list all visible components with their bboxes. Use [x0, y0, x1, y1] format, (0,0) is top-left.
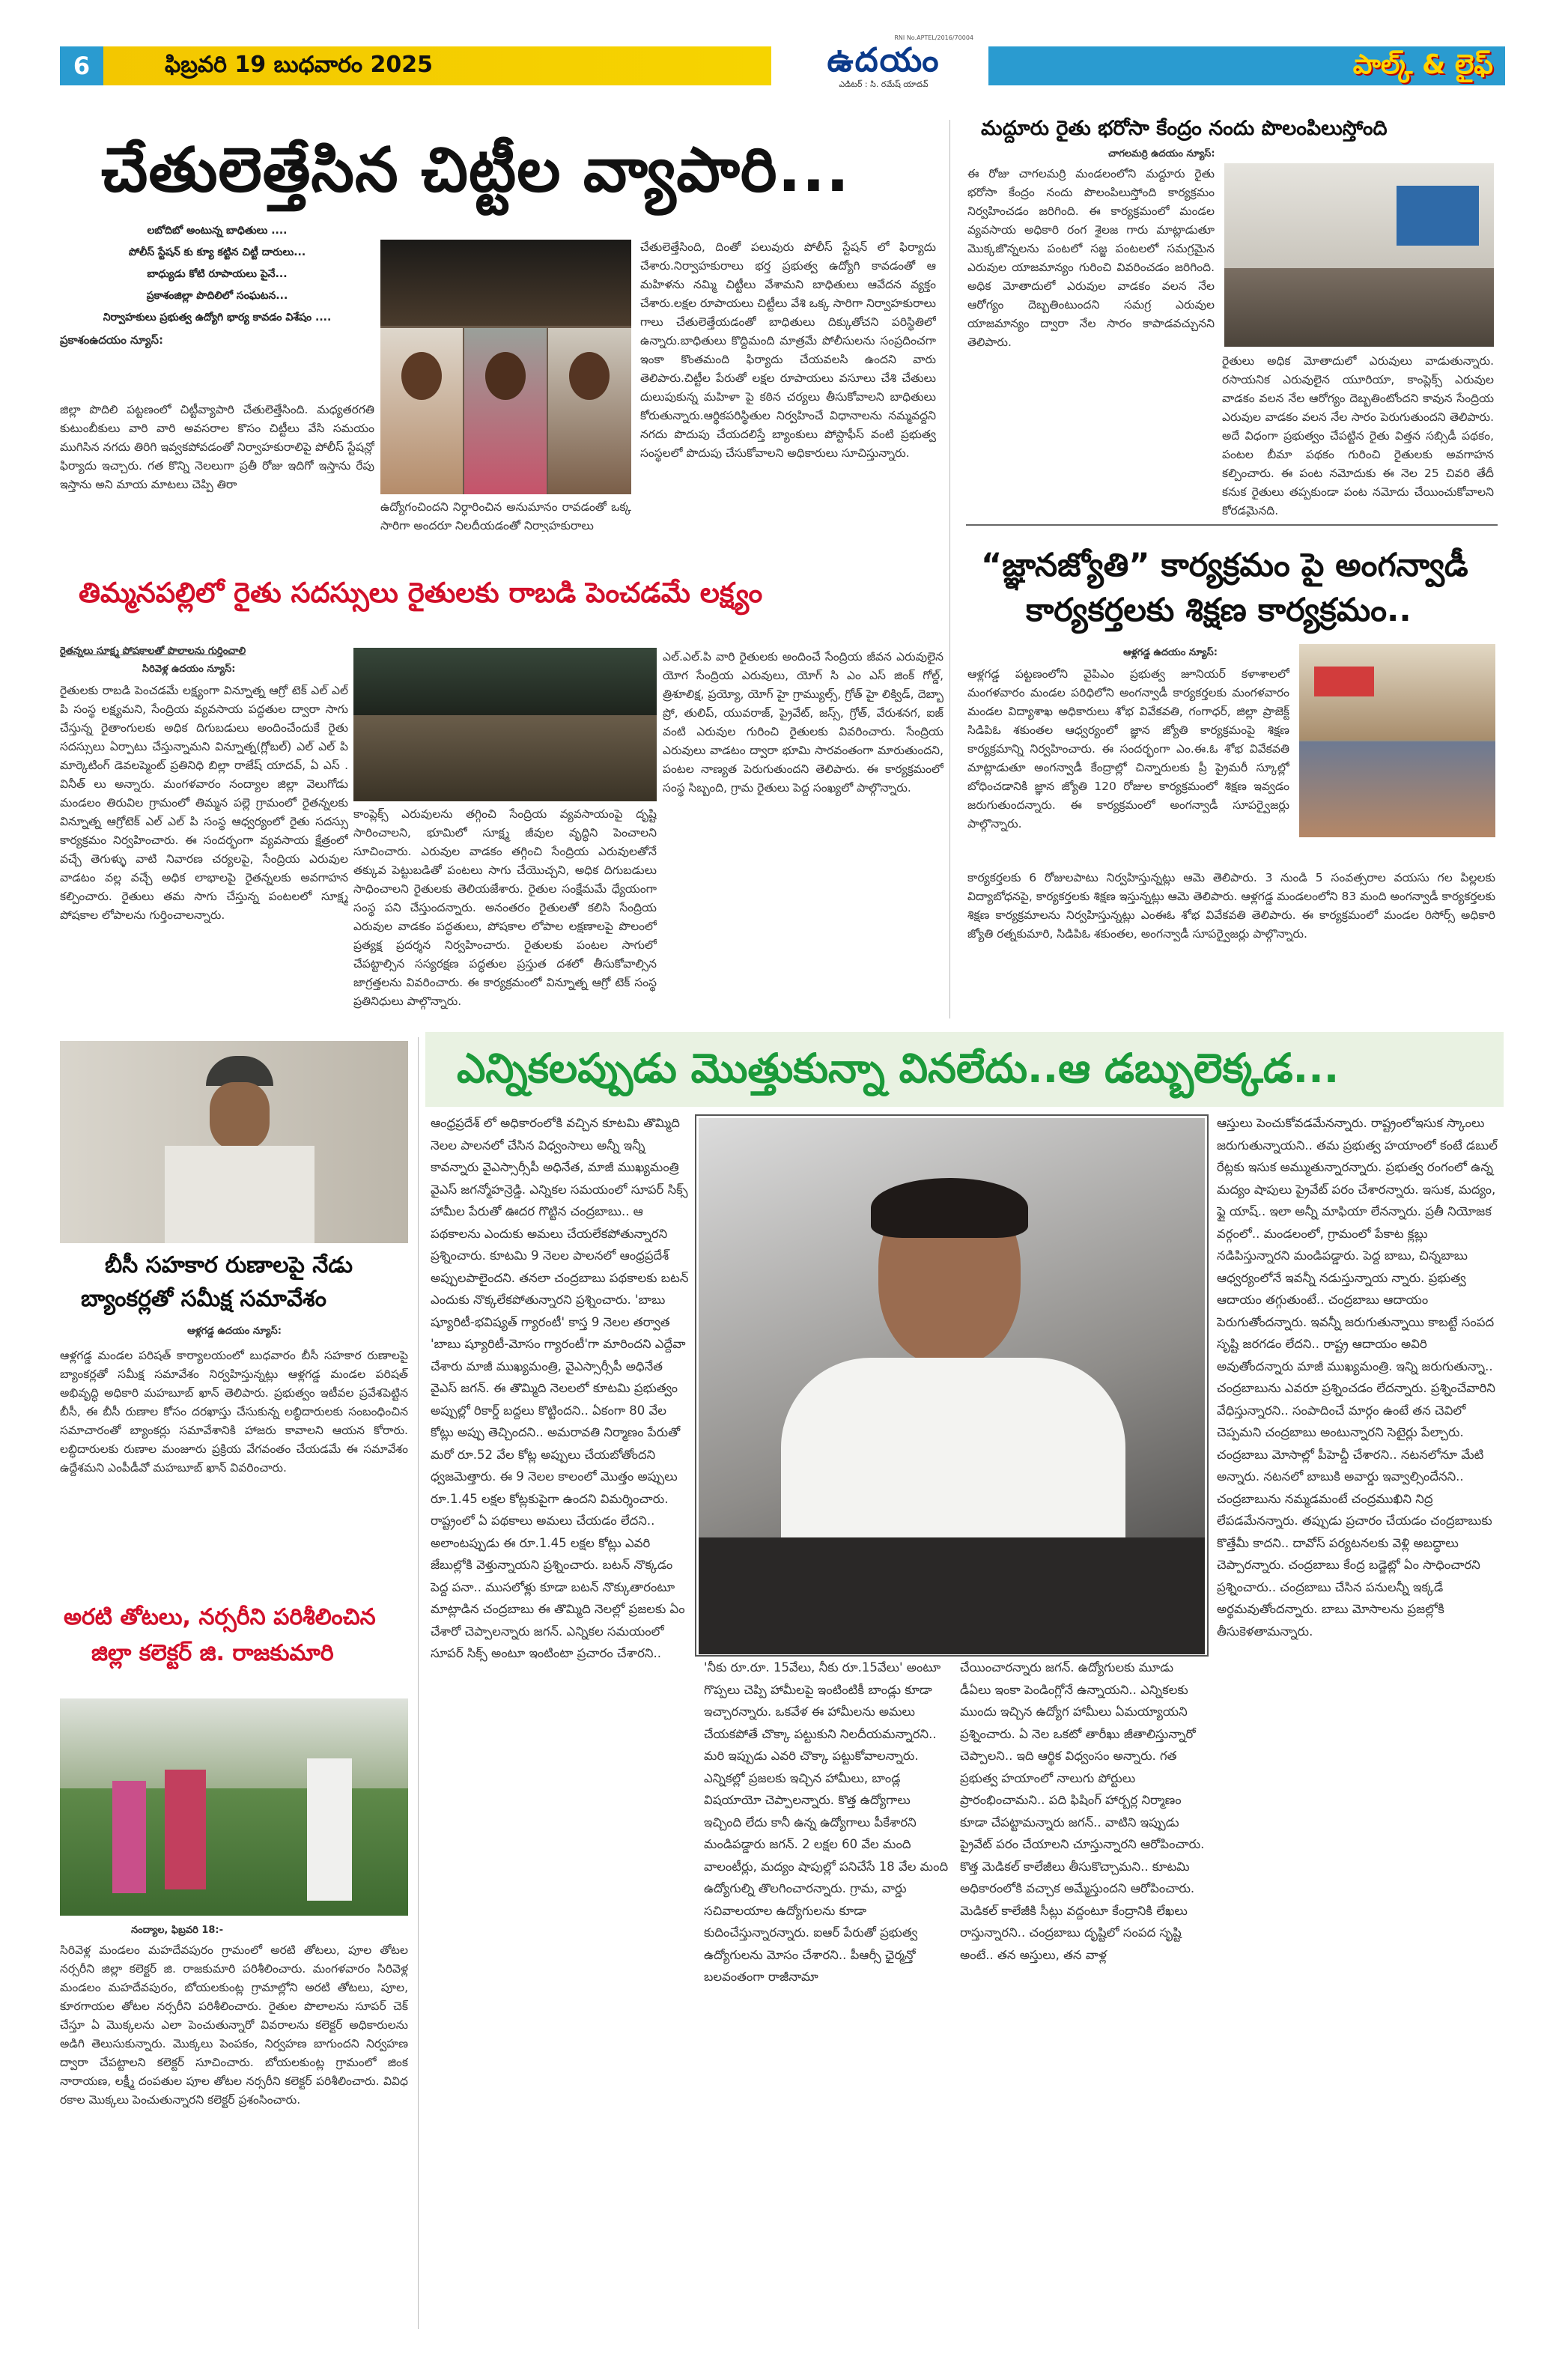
story4-photo	[1299, 644, 1495, 837]
story3-headline: తిమ్మనపల్లిలో రైతు సదస్సులు రైతులకు రాబడి పెంచడమే లక్ష్యం	[79, 577, 763, 609]
story5-headline-line1: బీసీ సహకార రుణాలపై నేడు	[105, 1252, 353, 1278]
story6-headline-line2: జిల్లా కలెక్టర్ జి. రాజకుమారి	[91, 1640, 334, 1666]
story5-headline-line2: బ్యాంకర్లతో సమీక్ష సమావేశం	[81, 1286, 326, 1312]
story1-col1: జిల్లా పొదిలి పట్టణంలో చిట్టీవ్యాపారి చేతులెత్తేసింది. మధ్యతరగతి కుటుంబీకులు వారి వారి అవసరాల కొసం చిట్టీలు వేసి సమయం ముగిసిన నగదు తిరిగి ఇవ్వకపోవడంతో నిర్వాహకురాలిపై పోలీస్ స్టేషన్లో ఫిర్యాదు ఇచ్చారు. గత కొన్ని నెలలుగా ప్రతీ రోజు ఇదిగో ఇస్తాను రేపు ఇస్తాను అని మాయ మాటలు చెప్పి తిరా	[60, 403, 374, 491]
story6-headline-line1: అరటి తోటలు, నర్సరీని పరిశీలించిన	[64, 1604, 376, 1630]
story4-dateline: ఆళ్లగడ్డ ఉదయం న్యూస్:	[1123, 647, 1218, 658]
highlight-item: లబోదిబో అంటున్న బాధితులు ....	[147, 225, 288, 237]
story7-col4: ఆస్తులు పెంచుకోవడమేనన్నారు. రాష్ట్రంలోఇసుక స్కాంలు జరుగుతున్నాయని.. తమ ప్రభుత్వ హయాంలో కంటే డబుల్ రేట్లకు ఇసుక అమ్ముతున్నారన్నారు. ప్రభుత్వ రంగంలో ఉన్న మద్యం షాపులు ప్రైవేట్ పరం చేశారన్నారు. ఇసుక, మద్యం, ఫ్లై యాష్.. ఇలా అన్నీ మాఫియా లేనన్నారు. ప్రతీ నియోజక వర్గంలో.. మండలంలో, గ్రామంలో పేకాట క్లబ్లు నడిపిస్తున్నారని మండిపడ్డారు. పెద్ద బాబు, చిన్నబాబు ఆధ్వర్యంలోనే ఇవన్నీ నడుస్తున్నాయ న్నారు. ప్రభుత్వ ఆదాయం తగ్గుతుంటే.. చంద్రబాబు ఆదాయం పెరుగుతోందన్నారు. ఇవన్నీ జరుగుతున్నాయి కాబట్టే సంపద సృష్టి జరగడం లేదని.. రాష్ట్ర ఆదాయం అవిరి అవుతోందన్నారు మాజీ ముఖ్యమంత్రి. ఇన్ని జరుగుతున్నా.. చంద్రబాబును ఎవరూ ప్రశ్నించడం లేదన్నారు. ప్రశ్నించేవారిని వేధిస్తున్నారని.. సంపాదించే మార్గం ఉంటే తన చెవిలో చెప్పమని చంద్రబాబు అంటున్నారని సెటైర్లు పేల్చారు. చంద్రబాబు మోసాల్లో పీహెచ్డీ చేశారని.. నటనలోనూ మేటి అన్నారు. నటనలో బాబుకి అవార్డు ఇవ్వాల్సిందేనని.. చంద్రబాబును నమ్మడమంటే చంద్రముఖిని నిద్ర లేపడమేనన్నారు. తప్పుడు ప్రచారం చేయడం చంద్రబాబుకు కొత్తేమీ కాదని.. దావోస్ పర్యటనలకు వెళ్లి అబద్ధాలు చెప్పారన్నారు. చంద్రబాబు కేంద్ర బడ్జెట్లో ఏం సాధించారని ప్రశ్నించారు.. చంద్రబాబు చేసిన పనులన్నీ ఇక్కడే అర్థమవుతోందన్నారు. బాబు మోసాలను ప్రజల్లోకి తీసుకెళతామన్నారు.	[1217, 1116, 1498, 1639]
registration-number: RNI No.APTEL/2016/70004	[894, 34, 973, 41]
story3-dateline: సిరివెళ్ల ఉదయం న్యూస్:	[142, 664, 236, 675]
story1-photo	[380, 240, 631, 494]
story5-dateline: ఆళ్లగడ్డ ఉదయం న్యూస్:	[187, 1326, 282, 1337]
story7-col1: ఆంధ్రప్రదేశ్ లో అధికారంలోకి వచ్చిన కూటమి తొమ్మిది నెలల పాలనలో చేసిన విధ్వంసాలు అన్నీ ఇన్నీ కావన్నారు వైఎస్సార్సీపీ అధినేత, మాజీ ముఖ్యమంత్రి వైఎస్ జగన్మోహన్రెడ్డి. ఎన్నికల సమయంలో సూపర్ సిక్స్ హామీల పేరుతో ఊదర గొట్టిన చంద్రబాబు.. ఆ పథకాలను ఎందుకు అమలు చేయలేకపోతున్నారని ప్రశ్నించారు. కూటమి 9 నెలల పాలనలో ఆంధ్రప్రదేశ్ అప్పులపాలైందని. తనలా చంద్రబాబు పథకాలకు బటన్ ఎందుకు నొక్కలేకపోతున్నారని ప్రశ్నించారు. 'బాబు ష్యూరిటీ-భవిష్యత్ గ్యారంటీ' కాస్త 9 నెలల తర్వాత 'బాబు ష్యూరిటీ-మోసం గ్యారంటీ'గా మారిందని ఎద్దేవా చేశారు మాజీ ముఖ్యమంత్రి, వైఎస్సార్సీపీ అధినేత వైఎస్ జగన్. ఈ తొమ్మిది నెలలలో కూటమి ప్రభుత్వం అప్పుల్లో రికార్డ్ బద్దలు కొట్టిందని.. ఏకంగా 80 వేల కోట్లు అప్పు తెచ్చిందని.. అమరావతి నిర్మాణం పేరుతో మరో రూ.52 వేల కోట్ల అప్పులు చేయబోతోందని ధ్వజమెత్తారు. ఈ 9 నెలల కాలంలో మొత్తం అప్పులు రూ.1.45 లక్షల కోట్లకుపైగా ఉందని విమర్శించారు. రాష్ట్రంలో ఏ పథకాలు అమలు చేయడం లేదని.. అలాంటప్పుడు ఈ రూ.1.45 లక్షల కోట్లు ఎవరి జేబుల్లోకి వెళ్తున్నాయని ప్రశ్నించారు. బటన్ నొక్కడం పెద్ద పనా.. ముసలోళ్లు కూడా బటన్ నొక్కుతారంటూ మాట్లాడిన చంద్రబాబు ఈ తొమ్మిది నెలల్లో ప్రజలకు ఏం చేశారో చెప్పాలన్నారు జగన్. ఎన్నికల సమయంలో సూపర్ సిక్స్ అంటూ ఇంటింటా ప్రచారం చేశారని..	[431, 1116, 689, 1660]
story2-dateline: చాగలమర్రి ఉదయం న్యూస్:	[1108, 148, 1215, 160]
story7-photo	[699, 1118, 1205, 1654]
highlight-item: పోలీస్ స్టేషన్ కు క్యూ కట్టిన చిట్టీ దారులు...	[128, 246, 306, 258]
story1-highlights	[60, 225, 374, 350]
story3-col2: కాంప్లెక్స్ ఎరువులను తగ్గించి సేంద్రియ వ్యవసాయంపై దృష్టి సారించాలని, భూమిలో సూక్ష్మ జీవుల వృద్ధిని పెంచాలని సూచించారు. ఎరువుల వాడకం తగ్గించి సేంద్రియ ఎరువులతోనే తక్కువ పెట్టుబడితో పంటలు సాగు చేయొచ్చని, అధిక దిగుబడులు సాధించాలని రైతులకు తెలియజేశారు. రైతుల సంక్షేమమే ధ్యేయంగా సంస్థ పని చేస్తుందన్నారు. అనంతరం రైతులతో కలిసి సేంద్రియ ఎరువుల వాడకం పద్ధతులు, పోషకాల లోపాల లక్షణాలపై పొలంలో ప్రత్యక్ష ప్రదర్శన నిర్వహించారు. రైతులకు పంటల సాగులో చేపట్టాల్సిన సస్యరక్షణ పద్ధతుల ప్రస్తుత దశలో తీసుకోవాల్సిన జాగ్రత్తలను వివరించారు. ఈ కార్యక్రమంలో విన్నూత్న ఆగ్రో టెక్ సంస్థ ప్రతినిధులు పాల్గొన్నారు.	[353, 807, 657, 1008]
story3-col3: ఎల్.ఎల్.పి వారి రైతులకు అందించే సేంద్రియ జీవన ఎరువులైన యోగ సేంద్రియ ఎరువులు, యోగ్ సి ఎం ఎస్ జింక్ గోల్డ్, త్రిశూలిక్ష, ప్రయ్యో, యోగ్ హై గ్రామ్యుల్స్, గ్రోత్ హై లిక్విడ్, దెబ్బా ప్రో, తులిప్, యువరాజ్, ప్రైవేట్, జస్స్, గ్రోత్, వేరుశనగ, ఐజ్ వంటి ఎరువుల గురించి రైతులకు వివరించారు. సేంద్రియ ఎరువులు వాడటం ద్వారా భూమి సారవంతంగా మారుతుందని, పంటల నాణ్యత పెరుగుతుందని తెలిపారు. ఈ కార్యక్రమంలో సంస్థ సిబ్బంది, గ్రామ రైతులు పెద్ద సంఖ్యలో పాల్గొన్నారు.	[663, 650, 943, 795]
masthead-logo: ఉదయం	[827, 41, 941, 79]
story1-col3: చేతులెత్తేసింది, దింతో పలువురు పోలీస్ స్టేషన్ లో ఫిర్యాదు చేశారు.నిర్వాహకురాలు భర్త ప్రభుత్వ ఉద్యోగి కావడంతో ఆ మహిళను నమ్మి చిట్టీలు వేశామని బాధితులు ఆవేదన వ్యక్తం చేశారు.లక్షల రూపాయలు చిట్టీలు వేశి ఒక్క సారిగా నిర్వాహకురాలు గాలు చేతులెత్తేయడంతో బాధితులు దిక్కుతోచని పరిస్థితిలో ఉన్నారు.బాధితులు కొద్దిమంది మాత్రమే పోలీసులను సంప్రదించగా ఇంకా కొంతమంది ఫిర్యాదు చేయవలసి ఉందని వారు తెలిపారు.చిట్టీల పేరుతో లక్షల రూపాయలు వసూలు చేశి చేతులు దులుపుకున్న మహిళా పై కఠిన చర్యలు తీసుకోవాలని బాధితులు కోరుతున్నారు.ఆర్థికపరిస్థితుల నిర్వహించే విధానాలను నమ్మవద్దని నగదు పొదుపు చేయదలిస్తే బ్యాంకులు పోస్టాఫీస్ వంటి ప్రభుత్వ సంస్థలలో పొదుపు చేసుకోవాలని అధికారులు సూచిస్తున్నారు.	[640, 240, 936, 460]
masthead	[794, 34, 973, 94]
story6-dateline: నంద్యాల, ఫిబ్రవరి 18:-	[131, 1925, 224, 1936]
story7-col2: 'నీకు రూ.రూ. 15వేలు, నీకు రూ.15వేలు' అంటూ గొప్పలు చెప్పి హామీలపై ఇంటింటికీ బాండ్లు కూడా ఇచ్చారన్నారు. ఒకవేళ ఈ హామీలను అమలు చేయకపోతే చొక్కా పట్టుకుని నిలదీయమన్నారని.. మరి ఇప్పుడు ఎవరి చొక్కా పట్టుకోవాలన్నారు. ఎన్నికల్లో ప్రజలకు ఇచ్చిన హామీలు, బాండ్ల విషయాయో చెప్పాలన్నారు. కొత్త ఉద్యోగాలు ఇచ్చింది లేదు కానీ ఉన్న ఉద్యోగాలు పీకేశారని మండిపడ్డారు జగన్. 2 లక్షల 60 వేల మంది వాలంటీర్లు, మద్యం షాపుల్లో పనిచేసే 18 వేల మంది ఉద్యోగుల్ని తొలగించారన్నారు. గ్రామ, వార్డు సచివాలయాల ఉద్యోగులను కూడా కుదించేస్తున్నారన్నారు. ఐఆర్ పేరుతో ప్రభుత్వ ఉద్యోగులను మోసం చేశారని.. పీఆర్సీ ఛైర్మన్తో బలవంతంగా రాజీనామా	[704, 1660, 949, 1984]
story2-col1: ఈ రోజు చాగలమర్రి మండలంలోని మద్దూరు రైతు భరోసా కేంద్రం నందు పొలంపిలుస్తోంది కార్యక్రమం నిర్వహించడం జరిగింది. ఈ కార్యక్రమంలో మండల వ్యవసాయ అధికారి రంగ శైలజ గారు మాట్లాడుతూ మొక్కజొన్నలను పంటలో సజ్జ పంటలలో సమగ్రమైన ఎరువుల యాజమాన్యం గురించి వివరించడం జరిగింది. అధిక మోతాదులో ఎరువుల వాడకం వలన నేల ఆరోగ్యం దెబ్బతింటుందని సమగ్ర ఎరువుల యాజమాన్యం ద్వారా నేల సారం కాపాడవచ్చునని తెలిపారు.	[967, 167, 1215, 349]
highlight-item: ప్రకాశంజిల్లా పొదిలిలో సంఘటన...	[146, 290, 288, 302]
story3-photo	[353, 648, 657, 801]
story2-headline: మద్దూరు రైతు భరోసా కేంద్రం నందు పొలంపిలుస్తోంది	[981, 117, 1388, 140]
header-section-bar	[988, 46, 1505, 85]
story2-photo	[1224, 163, 1494, 347]
story6-photo	[60, 1698, 408, 1916]
header-date: ఫిబ్రవరి 19 బుధవారం 2025	[165, 52, 434, 78]
section-rule	[966, 524, 1498, 526]
story1-dateline: ప్రకాశంఉదయం న్యూస్:	[60, 333, 164, 347]
story4-headline-line2: కార్యకర్తలకు శిక్షణ కార్యక్రమం..	[1026, 592, 1411, 629]
highlight-item: నిర్వాహకులు ప్రభుత్వ ఉద్యోగి భార్య కావడం విశేషం ....	[103, 312, 332, 324]
story5-photo	[60, 1041, 408, 1243]
story6-body: సిరివెళ్ల మండలం మహదేవపురం గ్రామంలో అరటి తోటలు, పూల తోటల నర్సరీని జిల్లా కలెక్టర్ జి. రాజకుమారి పరిశీలించారు. మంగళవారం సిరివెళ్ల మండలం మహదేవపురం, బోయలకుంట్ల గ్రామాల్లోని అరటి తోటలు, పూల, కూరగాయల తోటల నర్సరీని పరిశీలించారు. రైతుల పొలాలను సూపర్ చెక్ చేస్తూ ఏ మొక్కలను ఎలా పెంచుతున్నారో వివరాలను కలెక్టర్ అధికారులను అడిగి తెలుసుకున్నారు. మొక్కలు పెంపకం, నిర్వహణ బాగుందని నిర్వహణ ద్వారా చేపట్టాలని కలెక్టర్ సూచించారు. బోయలకుంట్ల గ్రామంలో జింక నారాయణ, లక్ష్మీ దంపతుల పూల తోటల నర్సరీని కలెక్టర్ పరిశీలించారు. వివిధ రకాల మొక్కలు పెంచుతున్నారని కలెక్టర్ ప్రశంసించారు.	[60, 1943, 408, 2107]
story1-headline: చేతులెత్తేసిన చిట్టీల వ్యాపారి...	[101, 135, 851, 206]
story3-subhead: రైతన్నలు సూక్ష్మ పోషకాలతో పొలాలను గుర్తించాలి	[60, 646, 246, 657]
story5-body: ఆళ్లగడ్డ మండల పరిషత్ కార్యాలయంలో బుధవారం బీసీ సహకార రుణాలపై బ్యాంకర్లతో సమీక్ష సమావేశం నిర్వహిస్తున్నట్లు ఆళ్లగడ్డ మండల పరిషత్ అభివృద్ధి అధికారి మహబూబ్ ఖాన్ తెలిపారు. ప్రభుత్వం ఇటీవల ప్రవేశపెట్టిన బీసీ, ఈ బీసీ రుణాల కోసం దరఖాస్తు చేసుకున్న లబ్ధిదారులకు సంబంధించిన సమాచారంతో బ్యాంకర్లు సమావేశానికి హాజరు కావాలని ఆయన కోరారు. లబ్ధిదారులకు రుణాల మంజూరు ప్రక్రియ వేగవంతం చేయడమే ఈ సమావేశం ఉద్దేశమని ఎంపీడీవో మహబూబ్ ఖాన్ వివరించారు.	[60, 1349, 408, 1475]
editor-line: ఎడిటర్ : సి. రమేష్ యాదవ్	[839, 79, 929, 89]
header-date-bar	[60, 46, 771, 85]
story2-col2: రైతులు అధిక మోతాదులో ఎరువులు వాడుతున్నారు. రసాయనిక ఎరువులైన యూరియా, కాంప్లెక్స్ ఎరువుల వాడకం వలన నేల ఆరోగ్యం దెబ్బతింటోందని కావున సేంద్రియ ఎరువుల వాడకం వలన నేల సారం పెరుగుతుందని తెలిపారు. అదే విధంగా ప్రభుత్వం చేపట్టిన రైతు విత్తన సబ్సిడీ పథకం, పంటల బీమా పథకం గురించి రైతులకు అవగాహన కల్పించారు. ఈ పంట నమోదుకు ఈ నెల 25 చివరి తేదీ కనుక రైతులు తప్పకుండా పంట నమోదు చేయించుకోవాలని కోరడమైనది.	[1222, 354, 1494, 517]
story7-col3: చేయించారన్నారు జగన్. ఉద్యోగులకు మూడు డీఏలు ఇంకా పెండింగ్లోనే ఉన్నాయని.. ఎన్నికలకు ముందు ఇచ్చిన ఉద్యోగ హామీలు ఏమయ్యాయని ప్రశ్నించారు. ఏ నెల ఒకటో తారీఖు జీతాలిస్తున్నారో చెప్పాలని.. ఇది ఆర్థిక విధ్వంసం అన్నారు. గత ప్రభుత్వ హయాంలో నాలుగు పోర్టులు ప్రారంభించామని.. పది ఫిషింగ్ హార్బర్ల నిర్మాణం కూడా చేపట్టామన్నారు జగన్.. వాటిని ఇప్పుడు ప్రైవేట్ పరం చేయాలని చూస్తున్నారని ఆరోపించారు. కొత్త మెడికల్ కాలేజీలు తీసుకొచ్చామని.. కూటమి అధికారంలోకి వచ్చాక అమ్మేస్తుందని ఆరోపించారు. మెడికల్ కాలేజీకి సీట్లు వద్దంటూ కేంద్రానికి లేఖలు రాస్తున్నారని.. చంద్రబాబు దృష్టిలో సంపద సృష్టి అంటే.. తన అస్తులు, తన వాళ్ల	[960, 1660, 1205, 1962]
story4-headline-line1: “జ్ఞానజ్యోతి” కార్యక్రమం పై అంగన్వాడీ	[981, 547, 1468, 584]
story7-headline: ఎన్నికలప్పుడు మొత్తుకున్నా వినలేదు..ఆ డబ్బులెక్కడ...	[457, 1045, 1340, 1092]
story1-col2: ఉద్యోగంచిందని నిర్ధారించిన అనుమానం రావడంతో ఒక్క సారిగా అందరూ నిలదీయడంతో నిర్వాహకురాలు	[380, 500, 631, 532]
column-rule	[949, 120, 950, 1018]
story4-col1: ఆళ్లగడ్డ పట్టణంలోని వైపిఎం ప్రభుత్వ జూనియర్ కళాశాలలో మంగళవారం మండల పరిధిలోని అంగన్వాడీ కార్యకర్తలకు మంగళవారం మండల విద్యాశాఖ అధికారులు శోభ వివేకవతి, గంగాధర్, జిల్లా ప్రాజెక్ట్ సిడిపిఓ శకుంతల ఆధ్వర్యంలో జ్ఞాన జ్యోతి కార్యక్రమంపై శిక్షణ కార్యక్రమాన్ని నిర్వహించారు. ఈ సందర్భంగా ఎం.ఈ.ఓ శోభ వివేకవతి మాట్లాడుతూ అంగన్వాడీ కేంద్రాల్లో చిన్నారులకు ప్రీ ప్రైమరీ స్కూల్లో బోధించడానికి జ్ఞాన జ్యోతి 120 రోజుల కార్యక్రమంలో శిక్షణ ఇవ్వడం జరుగుతుందన్నారు. ఈ కార్యక్రమంలో అంగన్వాడీ సూపర్వైజర్లు పాల్గొన్నారు.	[967, 667, 1289, 831]
column-rule	[418, 1037, 419, 2329]
page-number: 6	[60, 46, 103, 85]
section-title: పాల్క్ & లైఫ్	[1352, 49, 1493, 80]
story4-col2: కార్యకర్తలకు 6 రోజులపాటు నిర్వహిస్తున్నట్లు ఆమె తెలిపారు. 3 నుండి 5 సంవత్సరాల వయసు గల పిల్లలకు విద్యాబోధనపై, కార్యకర్తలకు శిక్షణ ఇస్తున్నట్లు ఆమె తెలిపారు. ఆళ్లగడ్డ మండలంలోని 83 మంది అంగన్వాడీ కార్యకర్తలకు శిక్షణ కార్యక్రమాలను నిర్వహిస్తున్నట్లు ఎంఈఓ శోభ వివేకవతి తెలిపారు. ఈ కార్యక్రమంలో మండల రిసోర్స్ అధికారి జ్యోతి రత్నకుమారి, సిడిపిఓ శకుంతల, అంగన్వాడీ సూపర్వైజర్లు పాల్గొన్నారు.	[967, 871, 1495, 941]
story3-col1: రైతులకు రాబడి పెంచడమే లక్ష్యంగా విన్నూత్న ఆగ్రో టెక్ ఎల్ ఎల్ పి సంస్థ లక్ష్యమని, సేంద్రియ వ్యవసాయ పద్ధతుల ద్వారా సాగు చేస్తున్న రైతాంగులకు అధిక దిగుబడులు అందించేందుకే రైతు సదస్సులు ఏర్పాటు చేస్తున్నామని విన్నూత్న(గ్లోబల్) ఎల్ ఎల్ పి మార్కెటింగ్ డెవలప్మెంట్ ప్రతినిధి బిల్లా రాజేష్ యాదవ్, ఏ ఎస్ . వినీత్ లు అన్నారు. మంగళవారం నంద్యాల జిల్లా వెలుగోడు మండలం తిరువిల గ్రామంలో తిమ్మన పల్లె గ్రామంలో రైతన్నలకు విన్నూత్న ఆగ్రోటెక్ ఎల్ ఎల్ పి సంస్థ ఆధ్వర్యంలో రైతు సదస్సు కార్యక్రమం నిర్వహించారు. ఈ సందర్భంగా వ్యవసాయ క్షేత్రంలో వచ్చే తెగుళ్ళు వాటి నివారణ చర్యలపై, సేంద్రియ ఎరువుల వాడటం వల్ల వచ్చే అధిక లాభాలపై రైతన్నలకు అవగాహన కల్పించారు. రైతులు తమ సాగు చేస్తున్న పంటలలో సూక్ష్మ పోషకాల లోపాలను గుర్తించాలన్నారు.	[60, 684, 348, 922]
highlight-item: బాధ్యుడు కోటి రూపాయలు పైనే...	[147, 268, 288, 280]
